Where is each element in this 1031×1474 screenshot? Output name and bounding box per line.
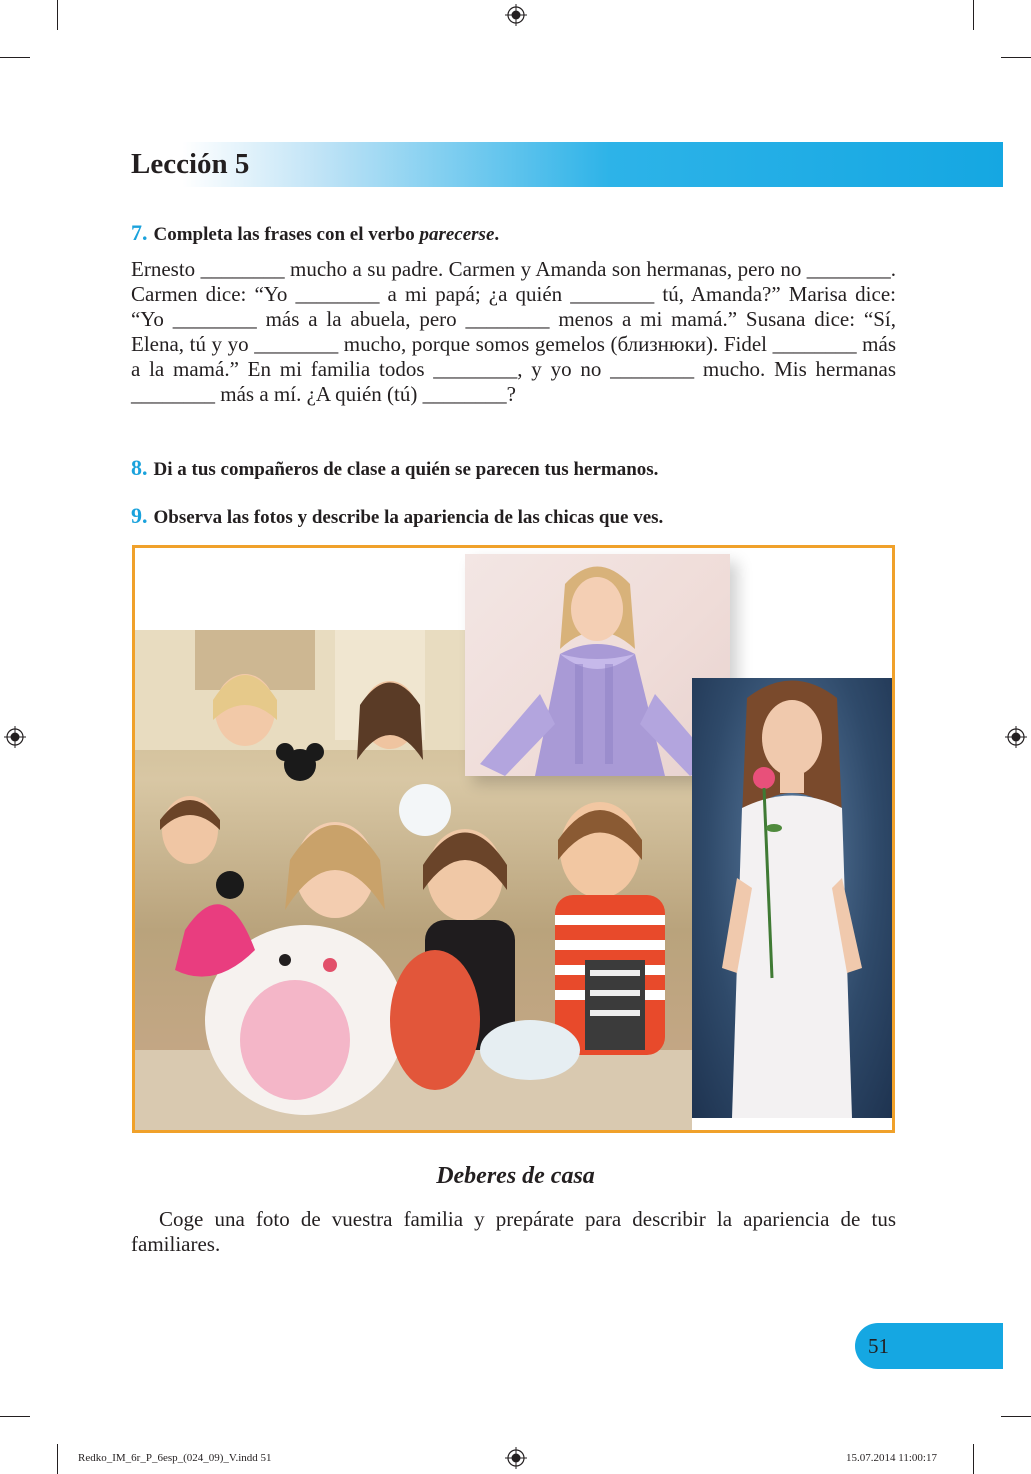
exercise-number: 7.	[131, 220, 148, 245]
crop-mark	[57, 0, 58, 30]
exercise-instruction: Observa las fotos y describe la apariencia de las chicas que ves.	[153, 507, 664, 528]
exercise-9-heading	[131, 503, 663, 529]
lesson-title: Lección 5	[131, 148, 250, 180]
crop-mark	[57, 1444, 58, 1474]
registration-mark-icon	[505, 4, 527, 26]
lesson-header-bar	[130, 142, 1003, 187]
crop-mark	[973, 0, 974, 30]
crop-mark	[0, 1416, 30, 1417]
exercise-8-heading	[131, 455, 658, 481]
crop-mark	[1001, 57, 1031, 58]
girl-purple-dress-photo	[465, 554, 730, 776]
page-number: 51	[868, 1334, 889, 1358]
girl-purple-dress-illustration	[465, 554, 730, 776]
girl-with-rose-photo	[692, 678, 892, 1118]
crop-mark	[1001, 1416, 1031, 1417]
registration-mark-icon	[4, 726, 26, 748]
registration-mark-icon	[1005, 726, 1027, 748]
homework-text: Coge una foto de vuestra familia y prepárate para describir la apariencia de tus familiares.	[131, 1207, 896, 1256]
exercise-instruction: Completa las frases con el verbo parecerse.	[153, 224, 500, 245]
exercise-7-heading	[131, 220, 499, 246]
crop-mark	[973, 1444, 974, 1474]
registration-mark-icon	[505, 1447, 527, 1469]
homework-title: Deberes de casa	[436, 1163, 595, 1189]
girl-with-rose-illustration	[692, 678, 892, 1118]
timestamp-slug: 15.07.2014 11:00:17	[846, 1452, 937, 1464]
exercise-number: 8.	[131, 455, 148, 480]
exercise-instruction: Di a tus compañeros de clase a quién se parecen tus hermanos.	[153, 459, 659, 480]
photo-collage	[132, 545, 895, 1133]
crop-mark	[0, 57, 30, 58]
exercise-number: 9.	[131, 503, 148, 528]
verb-parecerse: parecerse	[419, 224, 495, 245]
file-name-slug: Redko_IM_6r_P_6esp_(024_09)_V.indd 51	[78, 1452, 272, 1464]
exercise-7-text: Ernesto ________ mucho a su padre. Carmen y Amanda son hermanas, pero no ________. Carmen dice: “Yo ________ a mi papá; ¿a quién ________ tú, Amanda?” Marisa dice: “Yo ________ más a la abuela, pero ________ menos a mi mamá.” Susana dice: “Sí, Elena, tú y yo ________ mucho, porque somos gemelos (близнюки). Fidel ________ más a la mamá.” En mi familia todos ________, y yo no ________ mucho. Mis hermanas ________ más a mí. ¿A quién (tú) ________?	[131, 257, 896, 406]
